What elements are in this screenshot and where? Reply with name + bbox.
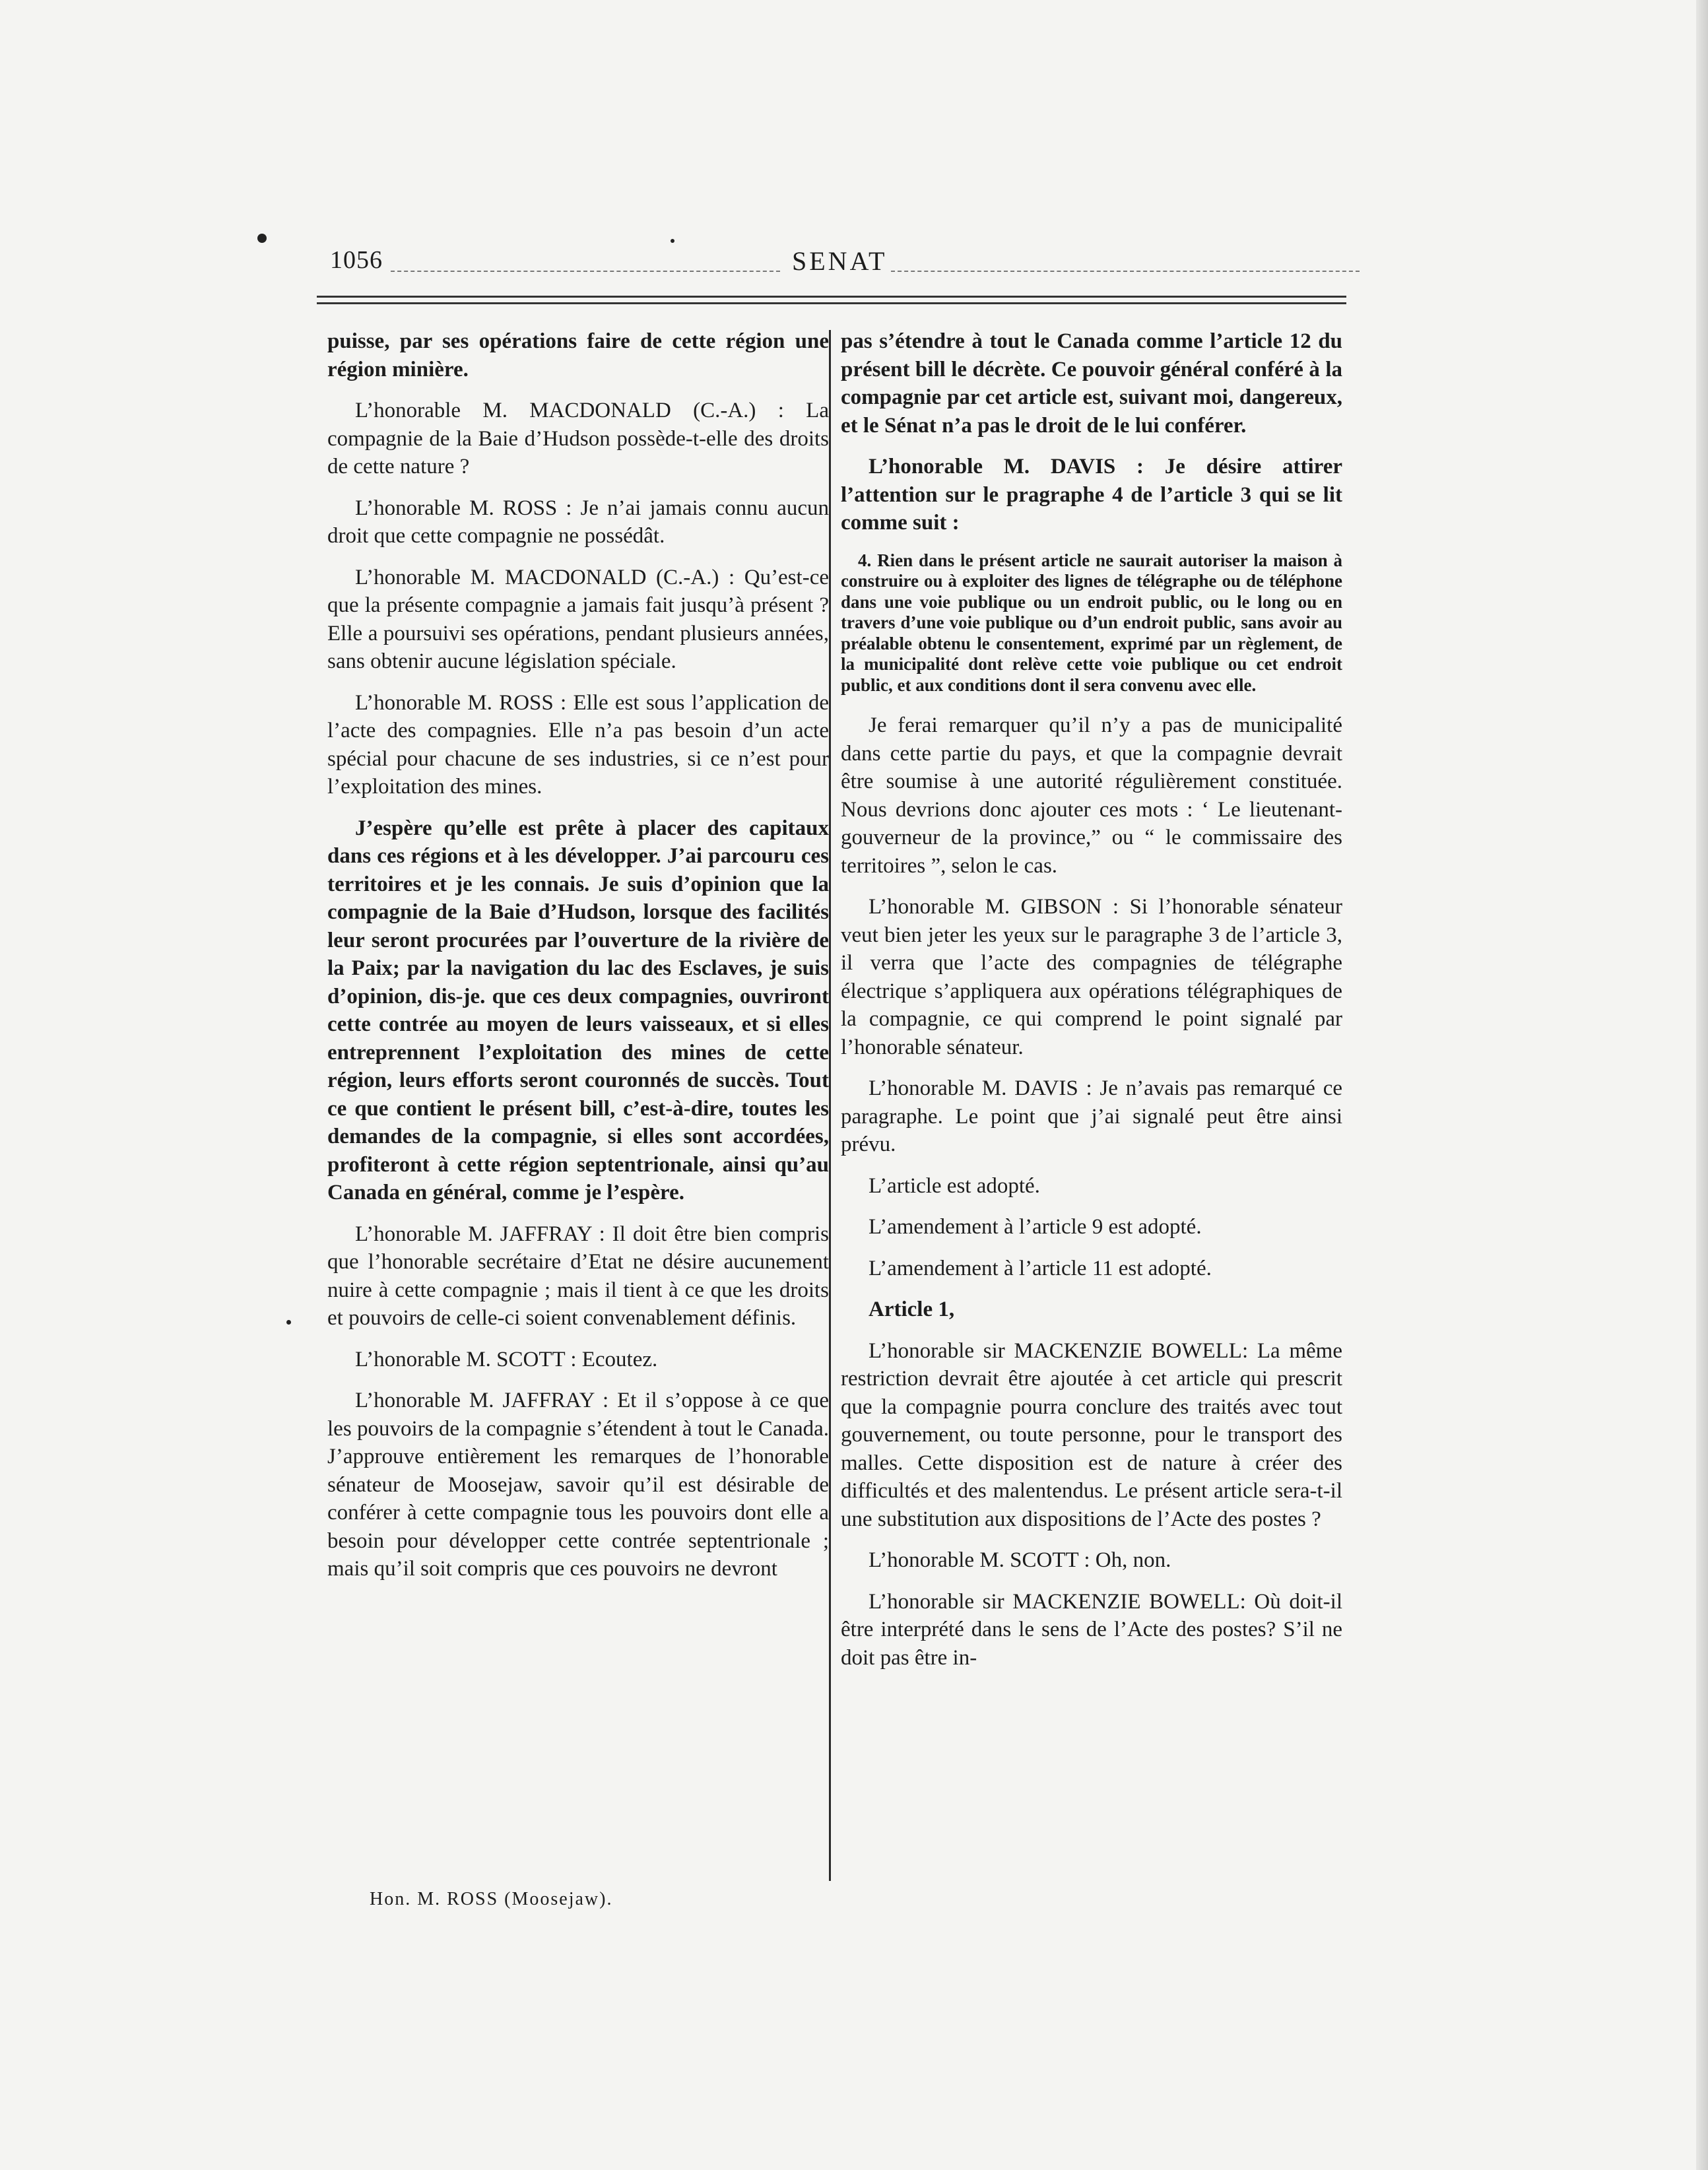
paragraph: L’honorable M. ROSS : Elle est sous l’application de l’acte des compagnies. Elle n’a pas besoin d’un acte spécial pour chacune de ses industries, si ce n’est pour l’exploitation des mines. [327,690,829,799]
paragraph: L’honorable M. DAVIS : Je désire attirer l’attention sur le pragraphe 4 de l’article 3 qui se lit comme suit : [841,455,1342,535]
paragraph: L’honorable M. GIBSON : Si l’honorable sénateur veut bien jeter les yeux sur le paragraphe 3 de l’article 3, il verra que l’acte des compagnies de télégraphe électrique s’appliquera aux opérations télégraphiques de la compagnie, ce qui comprend le point signalé par l’honorable sénateur. [841,895,1342,1059]
paragraph: L’honorable M. MACDONALD (C.-A.) : La compagnie de la Baie d’Hudson possède-t-elle des droits de cette nature ? [327,399,829,478]
paragraph: L’amendement à l’article 9 est adopté. [869,1215,1202,1239]
scan-speck [286,1320,291,1325]
paragraph: puisse, par ses opérations faire de cette région une région minière. [327,329,829,381]
footer-speaker-note: Hon. M. ROSS (Moosejaw). [370,1889,613,1909]
scan-edge [1696,0,1708,2170]
paragraph: J’espère qu’elle est prête à placer des capitaux dans ces régions et à les développer. J’ai parcouru ces territoires et je les connais. Je suis d’opinion que la compagnie de la Baie d’Hudson, lorsque des facilités leur seront procurées par l’ouverture de la rivière de la Paix; par la navigation du lac des Esclaves, je suis d’opinion, dis-je. que ces deux compagnies, ouvriront cette contrée au moyen de leurs vaisseaux, et si elles entreprennent l’exploitation des mines de cette région, leurs efforts seront couronnés de succès. Tout ce que contient le présent bill, c’est-à-dire, toutes les demandes de la compagnie, si elles sont accordées, profiteront à cette région septentrionale, ainsi qu’au Canada en général, comme je l’espère. [327,816,829,1204]
page-number: 1056 [330,246,383,274]
paragraph: L’honorable M. MACDONALD (C.-A.) : Qu’est-ce que la présente compagnie a jamais fait jusqu’à présent ? Elle a poursuivi ses opérations, pendant plusieurs années, sans obtenir aucune législation spéciale. [327,565,829,673]
article-heading: Article 1, [869,1298,955,1321]
column-divider [829,330,831,1881]
header-dash-right [891,271,1360,272]
header-rule-top [317,296,1346,298]
left-column [327,327,829,1596]
header-rule-bottom [317,302,1346,304]
paragraph: L’honorable M. DAVIS : Je n’avais pas remarqué ce paragraphe. Le point que j’ai signalé peut être ainsi prévu. [841,1076,1342,1156]
right-column [841,327,1342,1685]
paragraph: L’honorable sir MACKENZIE BOWELL: La même restriction devrait être ajoutée à cet article qui prescrit que la compagnie pourra conclure des traités avec tout gouvernement, ou toute personne, pour le transport des malles. Cette disposition est de nature à créer des difficultés et des malentendus. Le présent article sera-t-il une substitution aux dispositions de l’Acte des postes ? [841,1338,1342,1531]
paragraph: Je ferai remarquer qu’il n’y a pas de municipalité dans cette partie du pays, et que la compagnie devrait être soumise à une autorité régulièrement constituée. Nous devrions donc ajouter ces mots : ‘ Le lieutenant- gouverneur de la province,” ou “ le commissaire des territoires ”, selon le cas. [841,713,1342,878]
paragraph: L’honorable M. JAFFRAY : Et il s’oppose à ce que les pouvoirs de la compagnie s’étendent à tout le Canada. J’approuve entièrement les remarques de l’honorable sénateur de Moosejaw, savoir qu’il est désirable de conférer à cette compagnie tous les pouvoirs dont elle a besoin pour développer cette contrée septentrionale ; mais qu’il soit compris que ces pouvoirs ne devront [327,1389,829,1581]
paragraph: L’honorable M. SCOTT : Oh, non. [869,1548,1171,1572]
header-dash-left [391,271,780,272]
paragraph: L’amendement à l’article 11 est adopté. [869,1256,1212,1280]
quoted-clause: 4. Rien dans le présent article ne saurait autoriser la maison à construire ou à exploiter des lignes de télégraphe ou de téléphone dans une voie publique ou un endroit public, ou le long ou en travers d’une voie publique ou d’un endroit public, sans avoir au préalable obtenu le consentement, exprimé par un règlement, de la municipalité dont relève cette voie publique ou cet endroit public, et aux conditions dont il sera convenu avec elle. [841,550,1342,695]
scan-speck [671,239,674,243]
scan-speck [257,234,267,243]
page-header [330,246,1360,285]
paragraph: L’honorable M. ROSS : Je n’ai jamais connu aucun droit que cette compagnie ne possédât. [327,496,829,548]
running-title: SENAT [792,246,888,276]
paragraph: L’honorable M. JAFFRAY : Il doit être bien compris que l’honorable secrétaire d’Etat ne désire aucunement nuire à cette compagnie ; mais il tient à ce que les droits et pouvoirs de celle-ci soient convenablement définis. [327,1222,829,1330]
paragraph: L’article est adopté. [869,1173,1040,1198]
paragraph: L’honorable sir MACKENZIE BOWELL: Où doit-il être interprété dans le sens de l’Acte des postes? S’il ne doit pas être in- [841,1589,1342,1670]
paragraph: L’honorable M. SCOTT : Ecoutez. [355,1347,658,1371]
paragraph: pas s’étendre à tout le Canada comme l’article 12 du présent bill le décrète. Ce pouvoir général conféré à la compagnie par cet article est, suivant moi, dangereux, et le Sénat n’a pas le droit de le lui conférer. [841,329,1342,438]
